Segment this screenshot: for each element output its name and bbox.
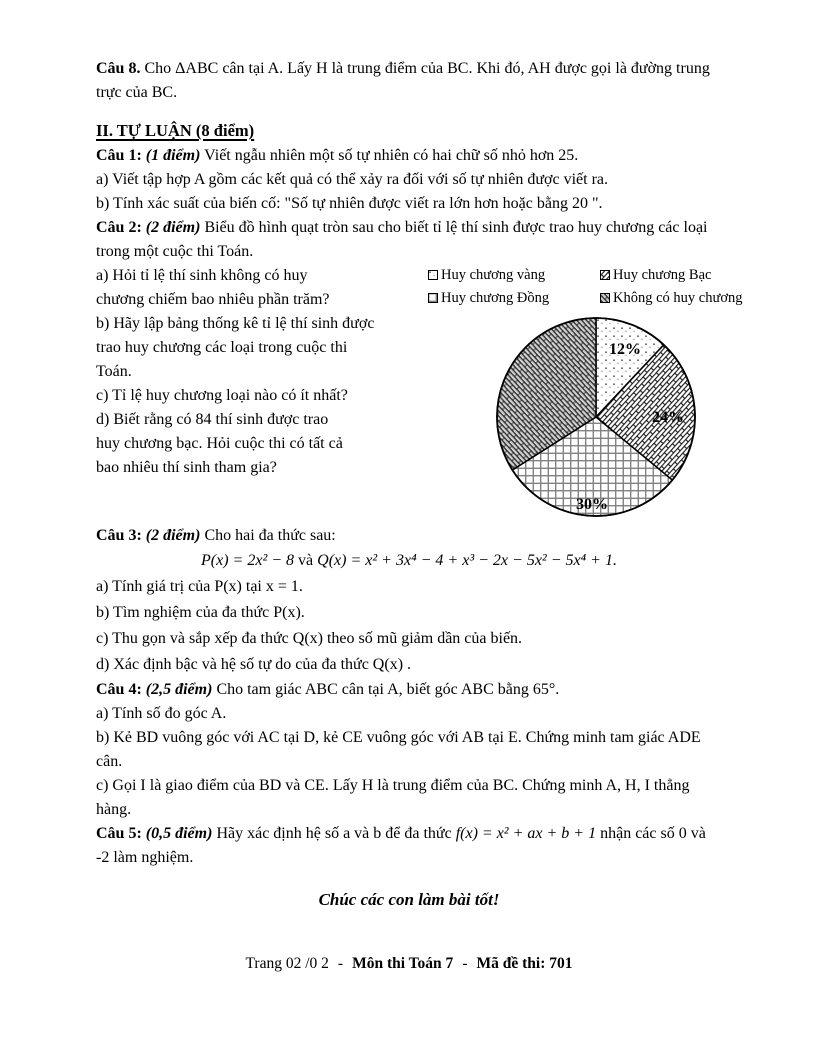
q5-text-before: Hãy xác định hệ số a và b để đa thức bbox=[216, 825, 452, 842]
question-3 bbox=[96, 524, 722, 548]
q2-line: b) Hãy lập bảng thống kê tỉ lệ thí sinh được bbox=[96, 315, 375, 332]
q4-label: Câu 4: bbox=[96, 681, 142, 698]
footer-page-number: Trang 02 /0 2 bbox=[245, 955, 329, 972]
q2-intro: Biểu đồ hình quạt tròn sau cho biết tỉ lệ thí sinh được trao huy chương các loại trong một cuộc thi Toán. bbox=[96, 219, 708, 260]
legend-item-none bbox=[600, 287, 770, 310]
legend-label: Không có huy chương bbox=[613, 290, 743, 306]
q4-points: (2,5 điểm) bbox=[145, 681, 213, 698]
q2-line: c) Tỉ lệ huy chương loại nào có ít nhất? bbox=[96, 387, 348, 404]
pie-chart bbox=[420, 310, 770, 524]
footer-exam-code: Mã đề thi: 701 bbox=[476, 955, 573, 972]
legend-swatch-dots-icon bbox=[428, 270, 438, 280]
q4-part-c: c) Gọi I là giao điểm của BD và CE. Lấy H là trung điểm của BC. Chứng minh A, H, I thẳng hàng. bbox=[96, 777, 690, 818]
question-2 bbox=[96, 216, 722, 264]
pie-label-30: 30% bbox=[576, 496, 608, 513]
question-1 bbox=[96, 144, 722, 168]
q1-points: (1 điểm) bbox=[145, 147, 201, 164]
footer-separator: - bbox=[337, 955, 344, 972]
q2-line: trao huy chương các loại trong cuộc thi bbox=[96, 339, 348, 356]
pie-chart-svg bbox=[420, 310, 770, 524]
q1-label: Câu 1: bbox=[96, 147, 142, 164]
q3-formula-conj: và bbox=[298, 552, 314, 569]
q3-part-a: a) Tính giá trị của P(x) tại x = 1. bbox=[96, 578, 303, 595]
legend-swatch-grid-icon bbox=[428, 293, 438, 303]
legend-swatch-diagonal-weave-icon bbox=[600, 293, 610, 303]
pie-label-24: 24% bbox=[652, 409, 684, 426]
q4-part-a: a) Tính số đo góc A. bbox=[96, 705, 227, 722]
pie-legend bbox=[420, 264, 770, 310]
q5-text-after: nhận các số 0 và -2 làm nghiệm. bbox=[96, 825, 706, 866]
section-heading-text: II. TỰ LUẬN (8 điểm) bbox=[96, 121, 255, 140]
q2-line: Toán. bbox=[96, 363, 132, 380]
footer-separator: - bbox=[462, 955, 468, 972]
q4-part-b: b) Kẻ BD vuông góc với AC tại D, kẻ CE vuông góc với AB tại E. Chứng minh tam giác ADE cân. bbox=[96, 729, 701, 770]
q3-part-d: d) Xác định bậc và hệ số tự do của đa thức Q(x) . bbox=[96, 656, 412, 673]
q1-part-b: b) Tính xác suất của biến cố: "Số tự nhiên được viết ra lớn hơn hoặc bằng 20 ". bbox=[96, 195, 603, 212]
q3-formula bbox=[96, 548, 722, 574]
q1-intro: Viết ngẫu nhiên một số tự nhiên có hai chữ số nhỏ hơn 25. bbox=[204, 147, 579, 164]
q2-line: a) Hỏi tỉ lệ thí sinh không có huy bbox=[96, 267, 308, 284]
legend-swatch-diagonal-brick-icon bbox=[600, 270, 610, 280]
q2-chart-column bbox=[420, 264, 770, 524]
q2-two-column-block bbox=[96, 264, 743, 524]
question-8 bbox=[96, 57, 722, 105]
q1-part-a: a) Viết tập hợp A gồm các kết quả có thể xảy ra đối với số tự nhiên được viết ra. bbox=[96, 171, 608, 188]
pie-label-12: 12% bbox=[609, 341, 641, 358]
q3-formula-q: Q(x) = x² + 3x⁴ − 4 + x³ − 2x − 5x² − 5x⁴ + 1. bbox=[317, 552, 617, 569]
q2-label: Câu 2: bbox=[96, 219, 142, 236]
q2-line: huy chương bạc. Hỏi cuộc thi có tất cả bbox=[96, 435, 343, 452]
q2-points: (2 điểm) bbox=[145, 219, 201, 236]
q5-points: (0,5 điểm) bbox=[145, 825, 213, 842]
q4-intro: Cho tam giác ABC cân tại A, biết góc ABC bằng 65°. bbox=[216, 681, 560, 698]
q3-part-b: b) Tìm nghiệm của đa thức P(x). bbox=[96, 604, 305, 621]
q2-parts-column bbox=[96, 264, 420, 480]
page-footer bbox=[96, 952, 722, 976]
q3-intro: Cho hai đa thức sau: bbox=[204, 527, 336, 544]
closing-wish: Chúc các con làm bài tốt! bbox=[318, 890, 500, 909]
q3-formula-p: P(x) = 2x² − 8 bbox=[201, 552, 295, 569]
q3-points: (2 điểm) bbox=[145, 527, 201, 544]
question-5 bbox=[96, 822, 722, 870]
legend-label: Huy chương Bạc bbox=[613, 267, 712, 283]
section-heading bbox=[96, 119, 722, 144]
legend-item-gold bbox=[428, 264, 600, 287]
legend-label: Huy chương Đồng bbox=[441, 290, 550, 306]
q2-line: d) Biết rằng có 84 thí sinh được trao bbox=[96, 411, 329, 428]
q2-line: bao nhiêu thí sinh tham gia? bbox=[96, 459, 277, 476]
q3-label: Câu 3: bbox=[96, 527, 142, 544]
q5-label: Câu 5: bbox=[96, 825, 142, 842]
legend-label: Huy chương vàng bbox=[441, 267, 546, 283]
question-4 bbox=[96, 678, 722, 702]
q5-formula: f(x) = x² + ax + b + 1 bbox=[455, 825, 597, 842]
q8-label: Câu 8. bbox=[96, 60, 141, 77]
q3-part-c: c) Thu gọn và sắp xếp đa thức Q(x) theo số mũ giảm dần của biến. bbox=[96, 630, 523, 647]
legend-item-silver bbox=[600, 264, 770, 287]
legend-item-bronze bbox=[428, 287, 600, 310]
q8-text: Cho ΔABC cân tại A. Lấy H là trung điểm của BC. Khi đó, AH được gọi là đường trung trực của BC. bbox=[96, 60, 710, 101]
footer-subject: Môn thi Toán 7 bbox=[352, 955, 454, 972]
q2-line: chương chiếm bao nhiêu phần trăm? bbox=[96, 291, 330, 308]
